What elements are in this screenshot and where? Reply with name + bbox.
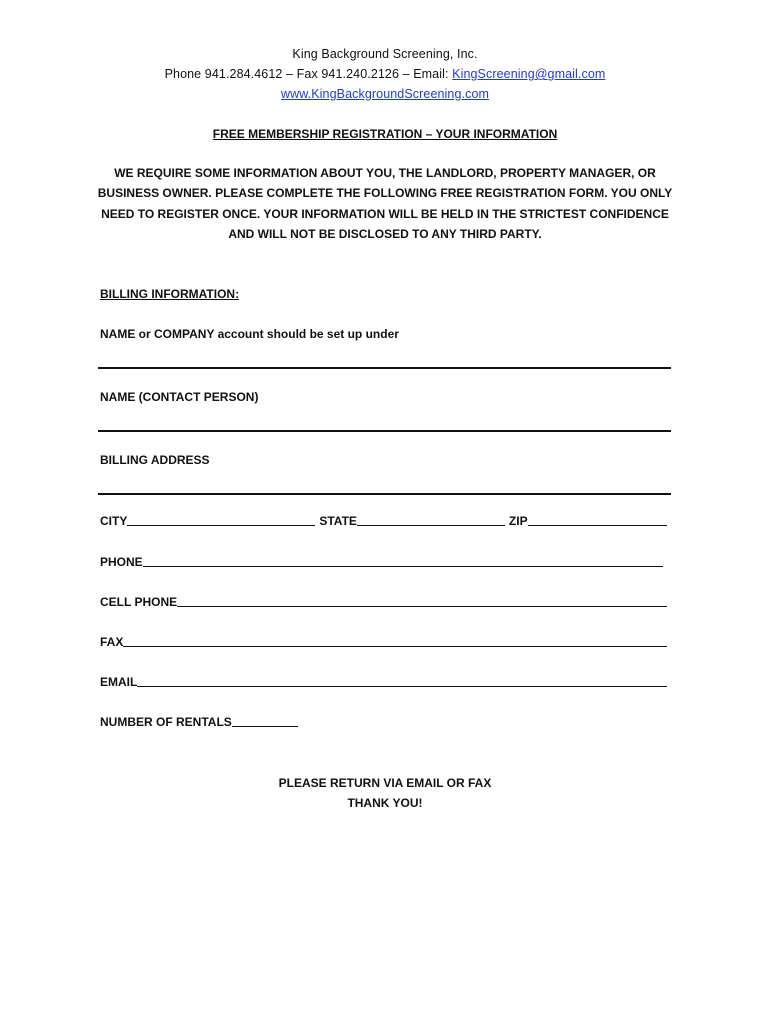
- rentals-field[interactable]: [232, 715, 298, 727]
- fax-label: FAX: [100, 635, 124, 649]
- city-field[interactable]: [127, 514, 315, 526]
- thank-you: THANK YOU!: [347, 796, 423, 810]
- form-title: FREE MEMBERSHIP REGISTRATION – YOUR INFORMATION: [212, 127, 558, 141]
- cell-phone-label: CELL PHONE: [100, 595, 178, 609]
- contact-phone-fax: Phone 941.284.4612 – Fax 941.240.2126 – Email:: [164, 67, 453, 81]
- city-label: CITY: [100, 514, 128, 528]
- cell-phone-field[interactable]: [177, 595, 667, 607]
- rentals-label: NUMBER OF RENTALS: [100, 715, 232, 729]
- phone-label: PHONE: [100, 555, 143, 569]
- phone-field[interactable]: [143, 555, 663, 567]
- billing-address-label: BILLING ADDRESS: [100, 453, 210, 467]
- email-link[interactable]: KingScreening@gmail.com: [452, 67, 606, 81]
- contact-line: [0, 67, 770, 81]
- email-field[interactable]: [137, 675, 667, 687]
- fax-field[interactable]: [123, 635, 667, 647]
- billing-address-field[interactable]: [98, 493, 671, 495]
- website-link[interactable]: www.KingBackgroundScreening.com: [280, 87, 490, 101]
- state-field[interactable]: [357, 514, 505, 526]
- zip-field[interactable]: [528, 514, 667, 526]
- account-name-field[interactable]: [98, 367, 671, 369]
- state-label: STATE: [319, 514, 357, 528]
- phone-row: [100, 555, 664, 569]
- fax-row: [100, 635, 668, 649]
- city-state-zip-row: [100, 514, 668, 528]
- company-name: King Background Screening, Inc.: [292, 47, 478, 61]
- website-line: [0, 87, 770, 101]
- email-row: [100, 675, 668, 689]
- zip-label: ZIP: [508, 514, 528, 528]
- return-instructions: PLEASE RETURN VIA EMAIL OR FAX: [278, 776, 492, 790]
- email-label: EMAIL: [100, 675, 138, 689]
- rentals-row: [100, 715, 300, 729]
- cell-phone-row: [100, 595, 668, 609]
- billing-heading: BILLING INFORMATION:: [100, 287, 240, 301]
- contact-person-field[interactable]: [98, 430, 671, 432]
- account-name-label: NAME or COMPANY account should be set up under: [100, 327, 399, 341]
- contact-person-label: NAME (CONTACT PERSON): [100, 390, 259, 404]
- intro-paragraph: WE REQUIRE SOME INFORMATION ABOUT YOU, THE LANDLORD, PROPERTY MANAGER, OR BUSINESS OWNER. PLEASE COMPLETE THE FOLLOWING FREE REGISTRATION FORM. YOU ONLY NEED TO REGISTER ONCE. YOUR INFORMATION WILL BE HELD IN THE STRICTEST CONFIDENCE AND WILL NOT BE DISCLOSED TO ANY THIRD PARTY.: [97, 166, 673, 242]
